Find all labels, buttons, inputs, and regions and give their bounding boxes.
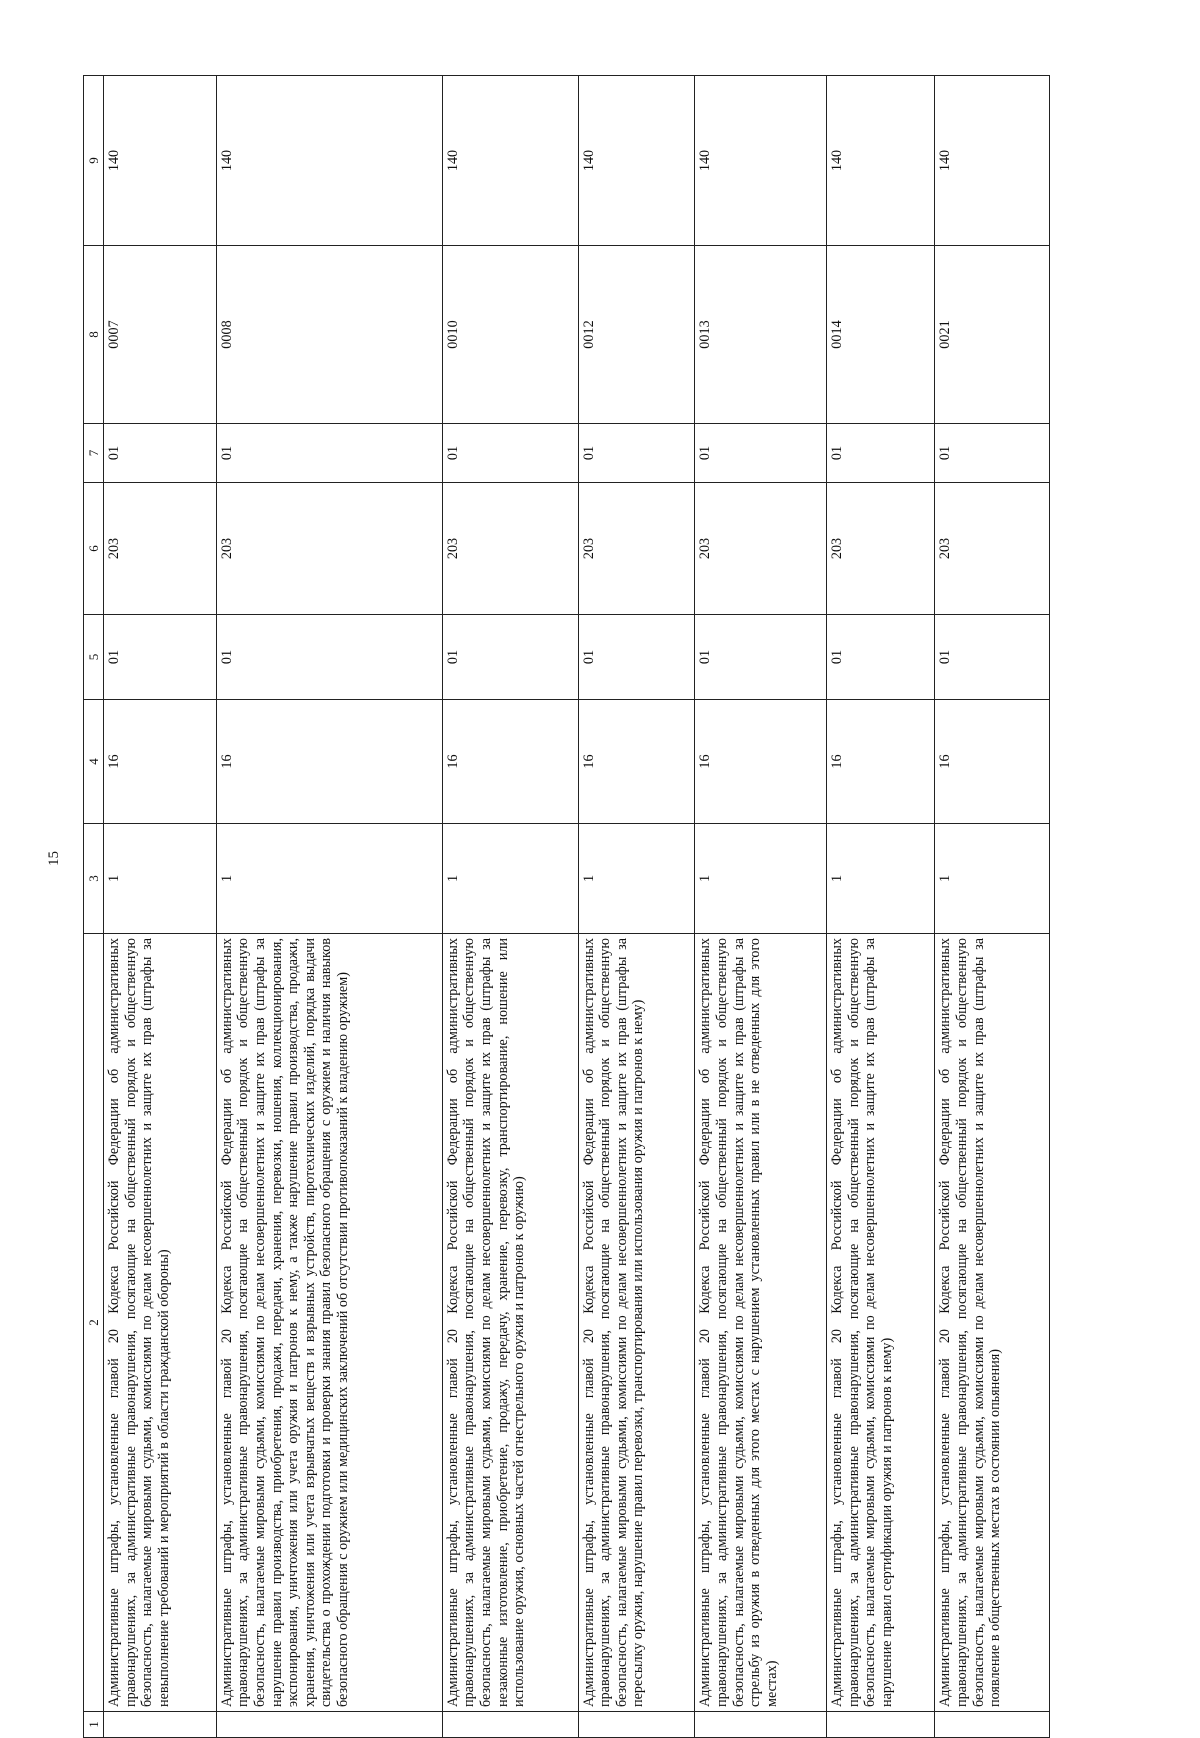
table-cell-col5: 01 xyxy=(827,615,935,700)
table-cell-col8: 0007 xyxy=(104,246,217,424)
table-cell-col4: 16 xyxy=(104,700,217,824)
table-cell-description: Административные штрафы, установленные главой 20 Кодекса Российской Федерации об административных правонарушениях, за административные правонарушения, посягающие на общественный порядок и общественную безопасность, налагаемые мировыми судьями, комиссиями по делам несовершеннолетних и защите их прав (штрафы за появление в общественных местах в состоянии опьянения) xyxy=(935,934,1050,1712)
table-row xyxy=(827,76,935,1738)
table-cell-col4: 16 xyxy=(442,700,578,824)
table-cell-col7: 01 xyxy=(442,424,578,483)
table-cell-description: Административные штрафы, установленные главой 20 Кодекса Российской Федерации об административных правонарушениях, за административные правонарушения, посягающие на общественный порядок и общественную безопасность, налагаемые мировыми судьями, комиссиями по делам несовершеннолетних и защите их прав (штрафы за нарушение правил сертификации оружия и патронов к нему) xyxy=(827,934,935,1712)
table-cell-col3: 1 xyxy=(442,824,578,934)
header-row xyxy=(84,76,104,1738)
table-cell-col1 xyxy=(935,1712,1050,1738)
table-cell-col1 xyxy=(827,1712,935,1738)
table-cell-col7: 01 xyxy=(827,424,935,483)
table-cell-col6: 203 xyxy=(695,483,827,615)
header-cell: 9 xyxy=(84,76,104,246)
table-cell-col3: 1 xyxy=(695,824,827,934)
table-cell-description: Административные штрафы, установленные главой 20 Кодекса Российской Федерации об административных правонарушениях, за административные правонарушения, посягающие на общественный порядок и общественную безопасность, налагаемые мировыми судьями, комиссиями по делам несовершеннолетних и защите их прав (штрафы за стрельбу из оружия в отведенных для этого местах с нарушением установленных правил или в не отведенных для этого местах) xyxy=(695,934,827,1712)
table-row xyxy=(442,76,578,1738)
table-cell-col9: 140 xyxy=(216,76,442,246)
table-row xyxy=(695,76,827,1738)
table-cell-description: Административные штрафы, установленные главой 20 Кодекса Российской Федерации об административных правонарушениях, за административные правонарушения, посягающие на общественный порядок и общественную безопасность, налагаемые мировыми судьями, комиссиями по делам несовершеннолетних и защите их прав (штрафы за пересылку оружия, нарушение правил перевозки, транспортирования или использования оружия и патронов к нему) xyxy=(578,934,695,1712)
table-cell-col3: 1 xyxy=(216,824,442,934)
header-cell: 3 xyxy=(84,824,104,934)
table-cell-col5: 01 xyxy=(442,615,578,700)
table-cell-col7: 01 xyxy=(104,424,217,483)
table-cell-description: Административные штрафы, установленные главой 20 Кодекса Российской Федерации об административных правонарушениях, за административные правонарушения, посягающие на общественный порядок и общественную безопасность, налагаемые мировыми судьями, комиссиями по делам несовершеннолетних и защите их прав (штрафы за нарушение правил производства, приобретения, продажи, передачи, хранения, перевозки, ношения, коллекционирования, экспонирования, уничтожения или учета оружия и патронов к нему, а также нарушение правил производства, продажи, хранения, уничтожения или учета взрывчатых веществ и взрывных устройств, пиротехнических изделий, порядка выдачи свидетельства о прохождении подготовки и проверки знания правил безопасного обращения с оружием и наличия навыков безопасного обращения с оружием или медицинских заключений об отсутствии противопоказаний к владению оружием) xyxy=(216,934,442,1712)
header-cell: 7 xyxy=(84,424,104,483)
header-cell: 8 xyxy=(84,246,104,424)
table-cell-col8: 0021 xyxy=(935,246,1050,424)
table-cell-col1 xyxy=(442,1712,578,1738)
header-cell: 5 xyxy=(84,615,104,700)
table-cell-col6: 203 xyxy=(104,483,217,615)
table-cell-col8: 0014 xyxy=(827,246,935,424)
table-row xyxy=(578,76,695,1738)
table-cell-col9: 140 xyxy=(695,76,827,246)
table-cell-col4: 16 xyxy=(695,700,827,824)
table-cell-col5: 01 xyxy=(935,615,1050,700)
table-row xyxy=(935,76,1050,1738)
table-cell-col3: 1 xyxy=(104,824,217,934)
table-cell-col1 xyxy=(695,1712,827,1738)
header-cell: 2 xyxy=(84,934,104,1712)
rotated-table-container xyxy=(83,76,1050,1738)
table-cell-col8: 0013 xyxy=(695,246,827,424)
table-cell-col4: 16 xyxy=(935,700,1050,824)
table-cell-col3: 1 xyxy=(827,824,935,934)
table-cell-col5: 01 xyxy=(578,615,695,700)
table-cell-col9: 140 xyxy=(442,76,578,246)
table-cell-col6: 203 xyxy=(827,483,935,615)
table-cell-col9: 140 xyxy=(935,76,1050,246)
table-cell-col9: 140 xyxy=(827,76,935,246)
table-cell-col6: 203 xyxy=(578,483,695,615)
table-cell-col3: 1 xyxy=(935,824,1050,934)
header-cell: 1 xyxy=(84,1712,104,1738)
table-cell-col8: 0010 xyxy=(442,246,578,424)
table-cell-col1 xyxy=(578,1712,695,1738)
table-cell-col7: 01 xyxy=(695,424,827,483)
budget-codes-table xyxy=(83,75,1050,1738)
table-cell-col6: 203 xyxy=(442,483,578,615)
table-cell-col8: 0012 xyxy=(578,246,695,424)
table-cell-col4: 16 xyxy=(827,700,935,824)
page-number: 15 xyxy=(46,851,62,866)
table-cell-col1 xyxy=(104,1712,217,1738)
header-cell: 6 xyxy=(84,483,104,615)
table-row xyxy=(104,76,217,1738)
table-cell-col8: 0008 xyxy=(216,246,442,424)
table-cell-col7: 01 xyxy=(578,424,695,483)
table-cell-col3: 1 xyxy=(578,824,695,934)
table-cell-col1 xyxy=(216,1712,442,1738)
table-cell-col6: 203 xyxy=(935,483,1050,615)
table-cell-col7: 01 xyxy=(935,424,1050,483)
table-cell-col5: 01 xyxy=(216,615,442,700)
table-cell-col5: 01 xyxy=(695,615,827,700)
table-cell-description: Административные штрафы, установленные главой 20 Кодекса Российской Федерации об административных правонарушениях, за административные правонарушения, посягающие на общественный порядок и общественную безопасность, налагаемые мировыми судьями, комиссиями по делам несовершеннолетних и защите их прав (штрафы за незаконные изготовление, приобретение, продажу, передачу, хранение, перевозку, транспортирование, ношение или использование оружия, основных частей огнестрельного оружия и патронов к оружию) xyxy=(442,934,578,1712)
table-cell-col9: 140 xyxy=(578,76,695,246)
table-cell-col4: 16 xyxy=(578,700,695,824)
table-row xyxy=(216,76,442,1738)
table-cell-description: Административные штрафы, установленные главой 20 Кодекса Российской Федерации об административных правонарушениях, за административные правонарушения, посягающие на общественный порядок и общественную безопасность, налагаемые мировыми судьями, комиссиями по делам несовершеннолетних и защите их прав (штрафы за невыполнение требований и мероприятий в области гражданской обороны) xyxy=(104,934,217,1712)
table-cell-col7: 01 xyxy=(216,424,442,483)
table-cell-col5: 01 xyxy=(104,615,217,700)
table-cell-col9: 140 xyxy=(104,76,217,246)
header-cell: 4 xyxy=(84,700,104,824)
table-cell-col6: 203 xyxy=(216,483,442,615)
table-cell-col4: 16 xyxy=(216,700,442,824)
